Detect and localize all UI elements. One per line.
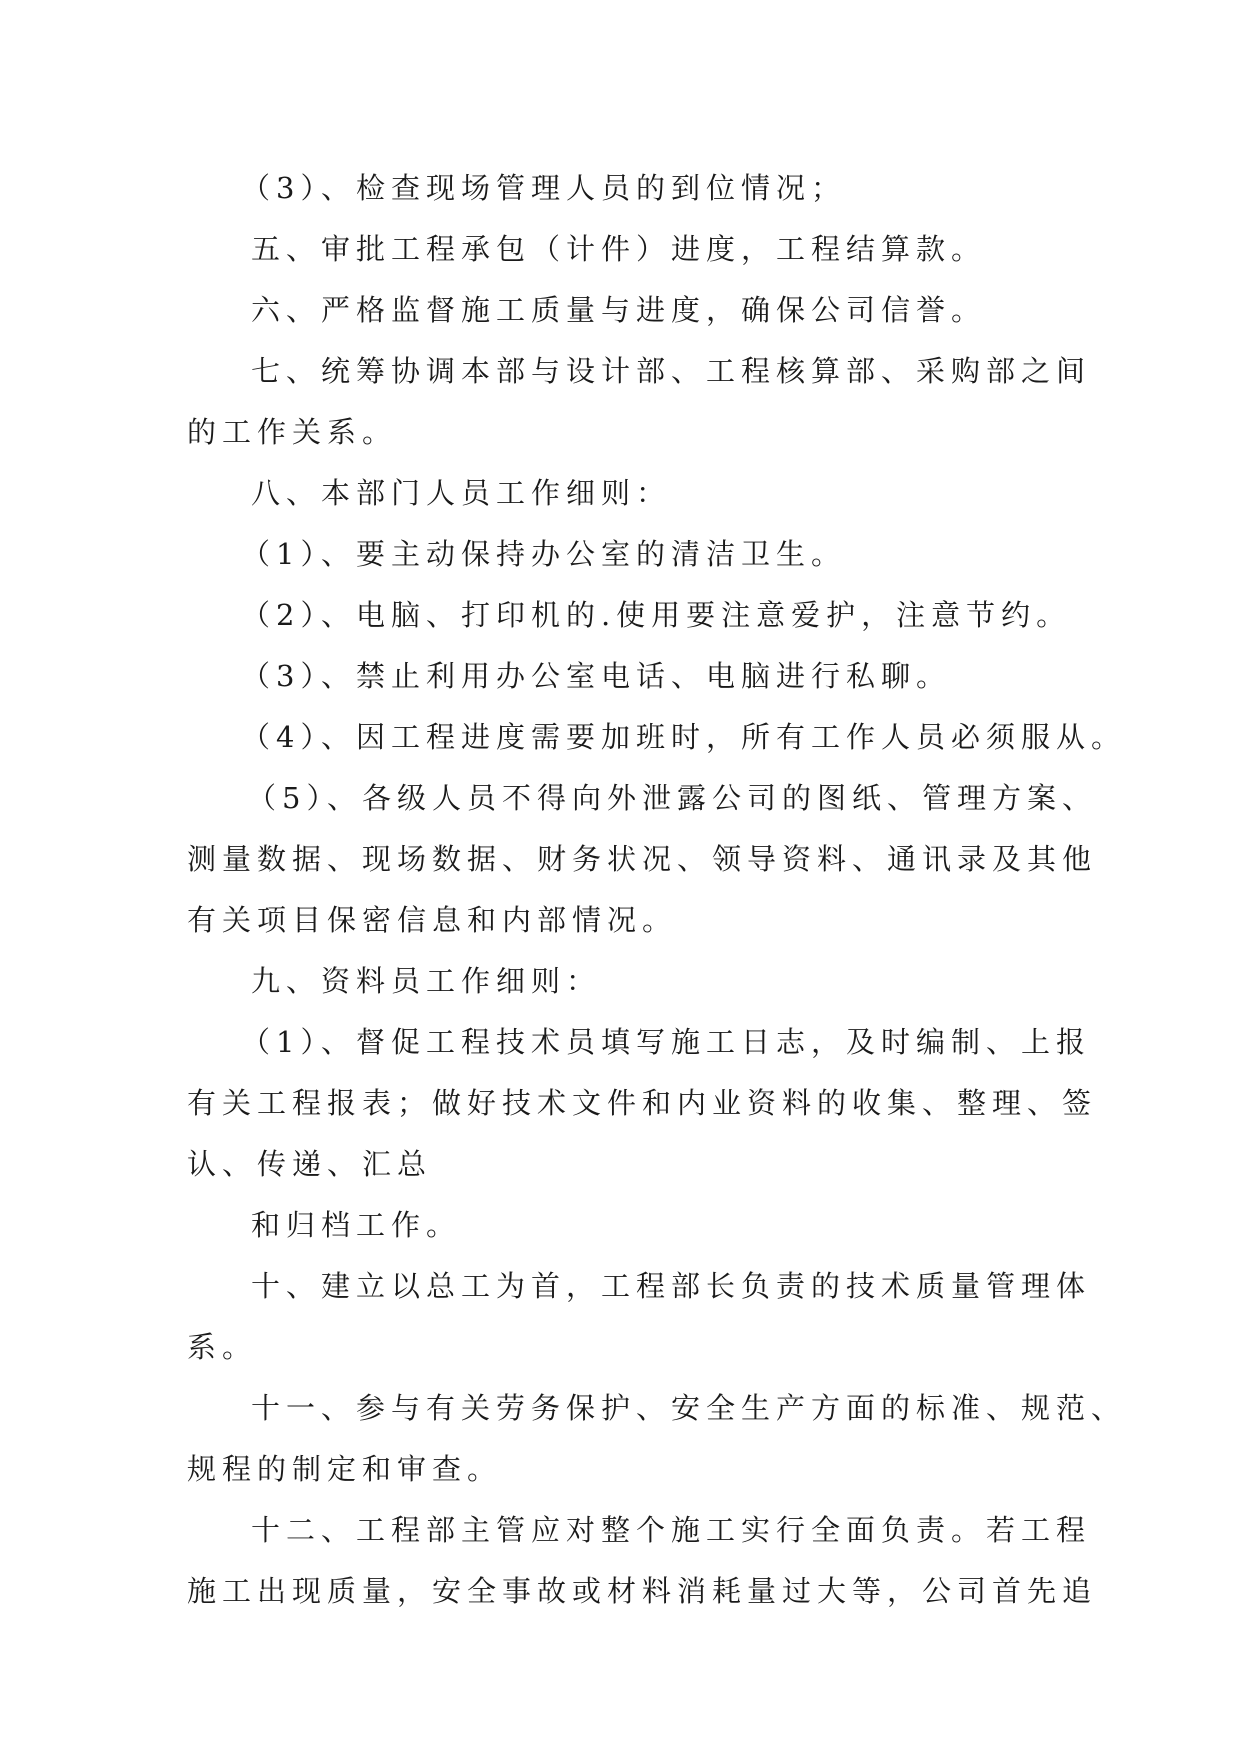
text-line: 五、审批工程承包（计件）进度，工程结算款。 [251, 232, 987, 266]
text-line: （2）、电脑、打印机的.使用要注意爱护，注意节约。 [241, 598, 1072, 632]
text-line: 系。 [187, 1330, 258, 1364]
text-line: （3）、禁止利用办公室电话、电脑进行私聊。 [241, 659, 951, 693]
text-line: 测量数据、现场数据、财务状况、领导资料、通讯录及其他 [187, 842, 1098, 876]
text-line: 七、统筹协调本部与设计部、工程核算部、采购部之间 [251, 354, 1092, 388]
text-line: 九、资料员工作细则： [251, 964, 602, 998]
text-line: （5）、各级人员不得向外泄露公司的图纸、管理方案、 [247, 781, 1097, 815]
text-line: 的工作关系。 [187, 415, 398, 449]
text-line: 有关工程报表；做好技术文件和内业资料的收集、整理、签 [187, 1086, 1098, 1120]
text-line: 施工出现质量，安全事故或材料消耗量过大等，公司首先追 [187, 1574, 1098, 1608]
text-line: 规程的制定和审查。 [187, 1452, 503, 1486]
text-line: 认、传递、汇总 [187, 1147, 433, 1181]
text-line: （3）、检查现场管理人员的到位情况； [241, 171, 846, 205]
text-line: 十、建立以总工为首，工程部长负责的技术质量管理体 [251, 1269, 1092, 1303]
text-line: 和归档工作。 [251, 1208, 462, 1242]
text-line: （4）、因工程进度需要加班时，所有工作人员必须服从。 [241, 720, 1126, 754]
text-line: 有关项目保密信息和内部情况。 [187, 903, 678, 937]
text-line: 六、严格监督施工质量与进度，确保公司信誉。 [251, 293, 987, 327]
text-line: （1）、督促工程技术员填写施工日志，及时编制、上报 [241, 1025, 1091, 1059]
text-line: 八、本部门人员工作细则： [251, 476, 672, 510]
text-line: 十二、工程部主管应对整个施工实行全面负责。若工程 [251, 1513, 1092, 1547]
document-body [187, 158, 1127, 1622]
text-line: 十一、参与有关劳务保护、安全生产方面的标准、规范、 [251, 1391, 1127, 1425]
text-line: （1）、要主动保持办公室的清洁卫生。 [241, 537, 846, 571]
